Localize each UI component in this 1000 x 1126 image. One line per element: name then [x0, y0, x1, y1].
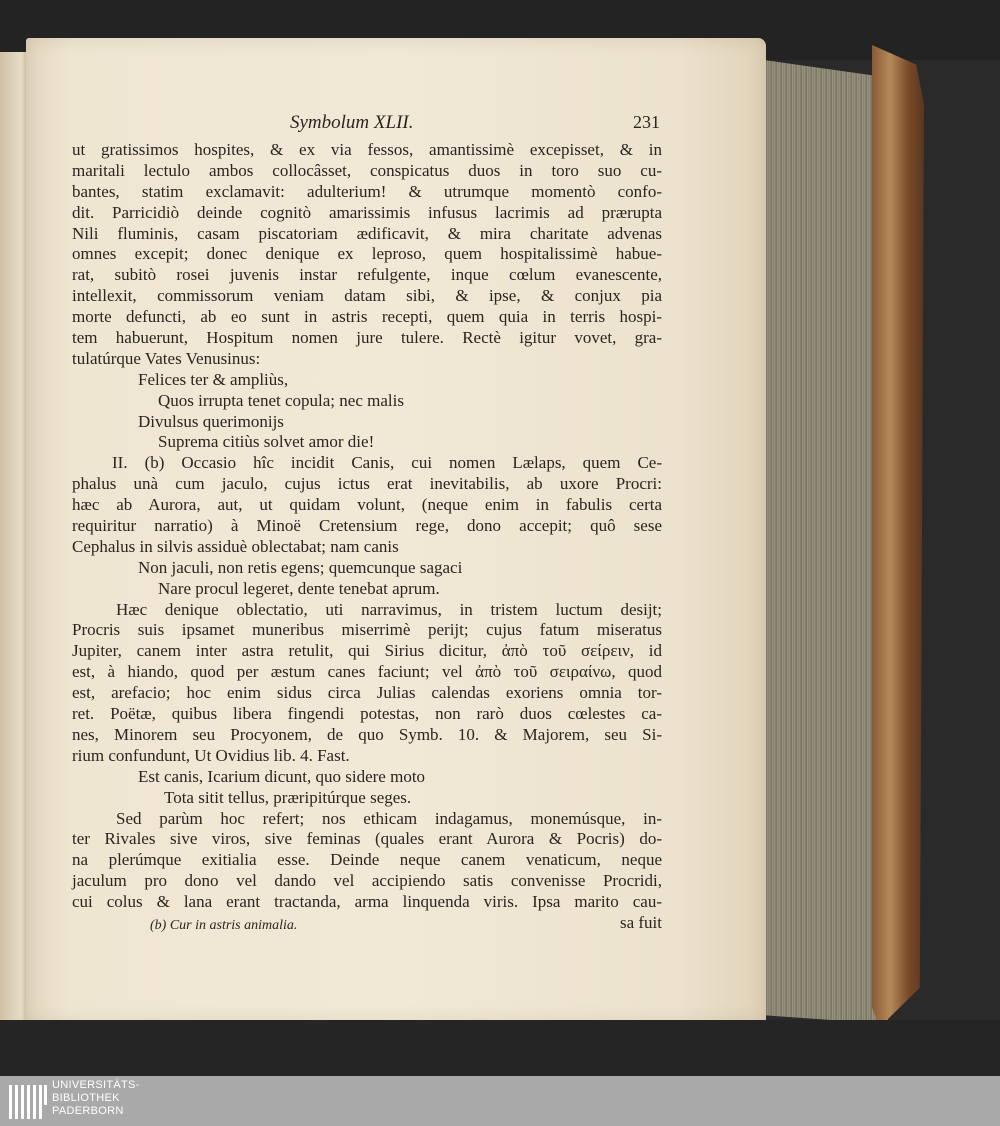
text-line: Sed parùm hoc refert; nos ethicam indagamus, monemúsque, in- [116, 808, 662, 828]
library-footer [0, 1076, 1000, 1126]
page-header [70, 112, 660, 138]
text-line: Suprema citiùs solvet amor die! [158, 432, 375, 452]
running-title: Symbolum XLII. [290, 112, 414, 133]
text-line: ret. Poëtæ, quibus libera fingendi potestas, non rarò duos cœlestes ca- [72, 704, 662, 724]
text-line: sa fuit [619, 912, 662, 932]
library-logo-text [52, 1079, 252, 1118]
page-body-text [72, 140, 662, 934]
text-line: tem habuerunt, Hospitum nomen jure tulere. Rectè igitur vovet, gra- [72, 328, 662, 348]
text-line: maritali lectulo ambos collocâsset, conspicatus duos in toro suo cu- [72, 160, 662, 180]
text-line: tulatúrque Vates Venusinus: [72, 348, 261, 368]
logo-line-3: PADERBORN [52, 1105, 124, 1117]
text-line: est, arefacio; hoc enim sidus circa Julias calendas exoriens omnia tor- [72, 683, 662, 703]
text-line: ut gratissimos hospites, & ex via fessos, amantissimè excepisset, & in [72, 140, 662, 159]
text-line: hæc ab Aurora, aut, ut quidam volunt, (neque enim in fabulis certa [72, 495, 662, 515]
logo-line-2: BIBLIOTHEK [52, 1092, 120, 1104]
text-line: Hæc denique oblectatio, uti narravimus, in tristem luctum desijt; [116, 599, 662, 619]
text-line: morte defuncti, ab eo sunt in astris recepti, quem quia in terris hospi- [72, 307, 662, 327]
text-line: II. (b) Occasio hîc incidit Canis, cui nomen Lælaps, quem Ce- [112, 453, 662, 473]
text-line: Nare procul legeret, dente tenebat aprum. [158, 578, 440, 598]
text-line: nes, Minorem seu Procyonem, de quo Symb. 10. & Majorem, seu Si- [72, 724, 662, 744]
page-number: 231 [633, 112, 660, 132]
text-line: Tota sitit tellus, præripitúrque seges. [164, 787, 412, 807]
text-line: Nili fluminis, casam piscatoriam ædificavit, & mira charitate advenas [72, 223, 662, 243]
footnote: (b) Cur in astris animalia. [150, 918, 298, 933]
text-line: rat, subitò rosei juvenis instar refulgente, inque cœlum evanescente, [72, 265, 662, 285]
scan-background-bottom [0, 1020, 1000, 1076]
text-line: Procris suis ipsamet muneribus miserrimè perijt; cujus fatum miseratus [72, 620, 662, 640]
text-line: cui colus & lana erant tractanda, arma linquenda viris. Ipsa marito cau- [72, 892, 662, 912]
logo-line-1: UNIVERSITÄTS- [52, 1079, 140, 1091]
text-line: Est canis, Icarium dicunt, quo sidere moto [138, 766, 426, 786]
text-line: na plerúmque exitialia esse. Deinde neque canem venaticum, neque [72, 850, 662, 870]
text-line: Felices ter & ampliùs, [138, 369, 289, 389]
text-line: ter Rivales sive viros, sive feminas (quales erant Aurora & Pocris) do- [72, 829, 662, 849]
text-line: est, à hiando, quod per æstum canes faciunt; vel ἀπὸ τοῦ σειραίνω, quod [72, 662, 662, 682]
book-fore-edge [748, 38, 888, 1024]
text-line: Cephalus in silvis assiduè oblectabat; nam canis [72, 536, 399, 556]
text-line: Divulsus querimonijs [138, 411, 284, 431]
text-line: dit. Parricidiò deinde cognitò amarissimis infusus lacrimis ad prærupta [72, 202, 662, 222]
text-line: omnes excepit; donec denique ex leproso, quem hospitalissimè habue- [72, 244, 662, 264]
text-line: bantes, statim exclamavit: adulterium! & utrumque momentò confo- [72, 181, 662, 201]
text-line: phalus unà cum jaculo, cujus ictus erat inevitabilis, ab uxore Procri: [72, 474, 662, 494]
text-line: Quos irrupta tenet copula; nec malis [158, 390, 404, 410]
text-line: rium confundunt, Ut Ovidius lib. 4. Fast. [72, 745, 350, 765]
text-line: requiritur narratio) à Minoë Cretensium rege, dono accepit; quô sese [72, 516, 662, 536]
text-line: intellexit, commissorum veniam datam sibi, & ipse, & conjux pia [72, 286, 662, 306]
text-line: Jupiter, canem inter astra retulit, qui Sirius dicitur, ἀπὸ τοῦ σείρειν, id [72, 641, 662, 661]
book-cover-edge [872, 45, 924, 1027]
text-line: jaculum pro dono vel dando vel accipiendo satis convenisse Procridi, [72, 871, 662, 891]
text-line: Non jaculi, non retis egens; quemcunque sagaci [138, 557, 463, 577]
library-logo-icon [8, 1080, 48, 1122]
